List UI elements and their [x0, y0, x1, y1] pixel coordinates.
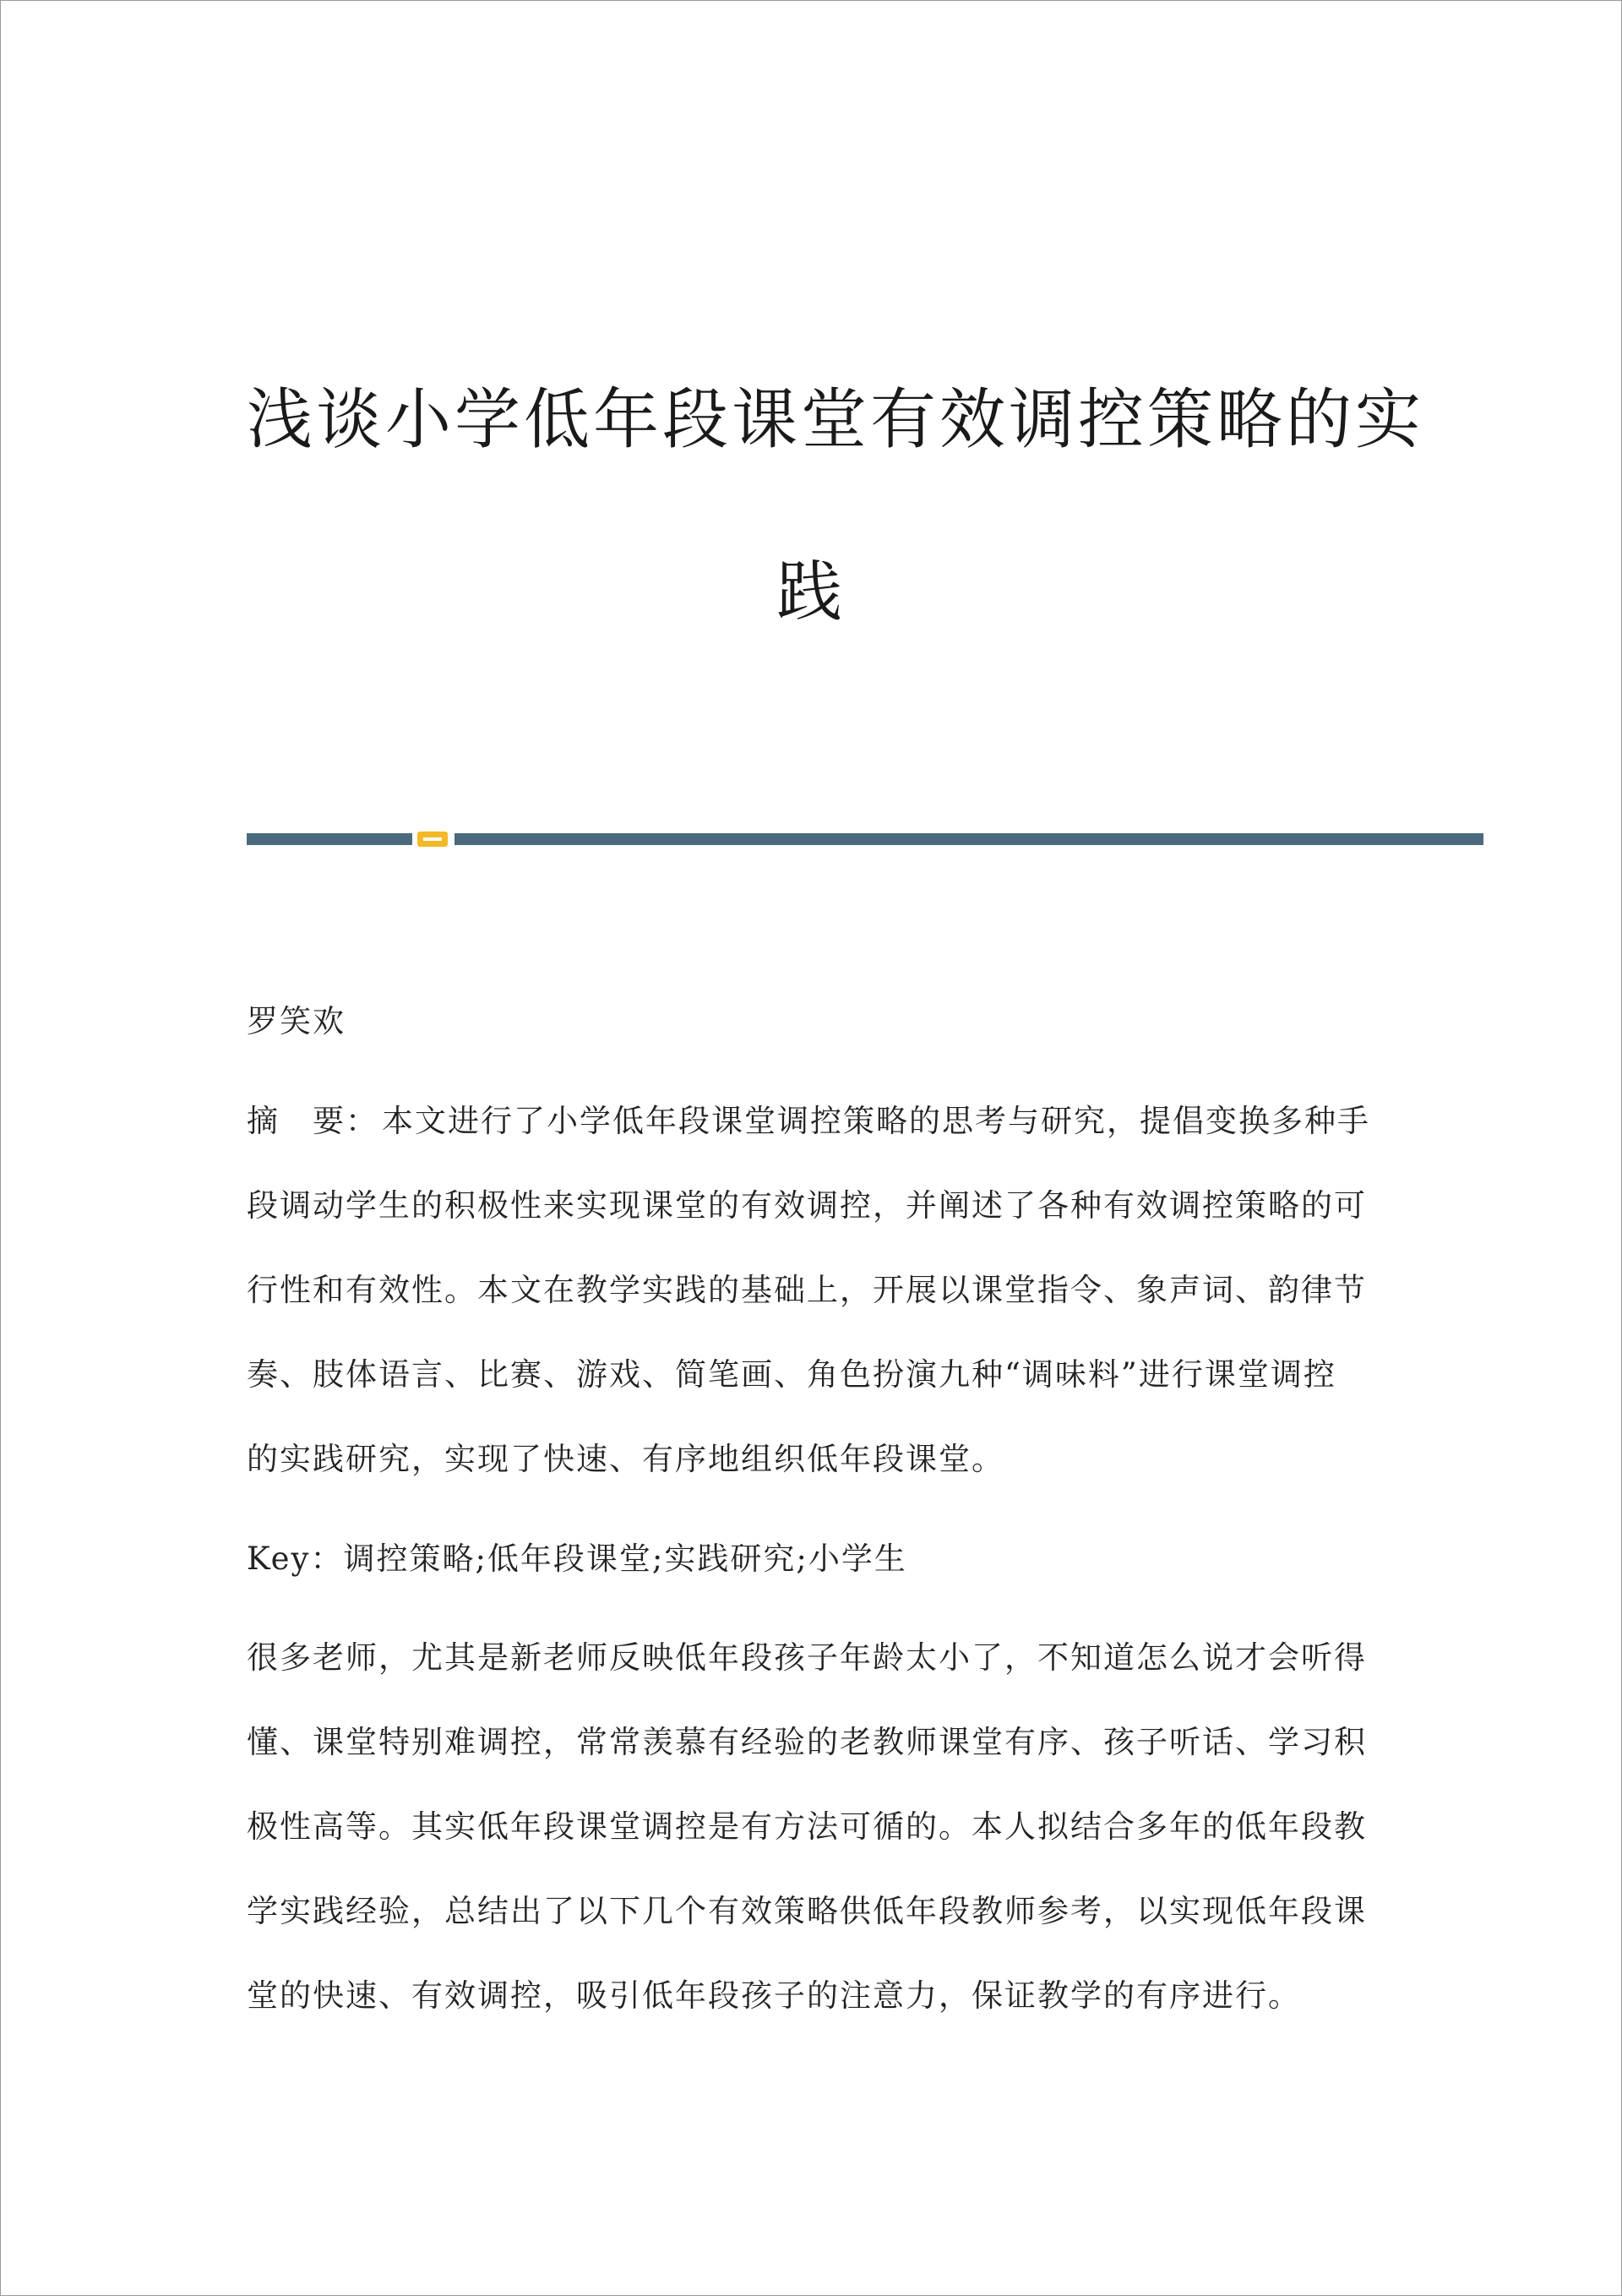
divider-bar-left	[247, 833, 412, 845]
body-line-3: 极性高等。其实低年段课堂调控是有方法可循的。本人拟结合多年的低年段教	[247, 1808, 1367, 1845]
abstract-line-5: 的实践研究，实现了快速、有序地组织低年段课堂。	[247, 1441, 1004, 1477]
abstract-line-1	[247, 1103, 1370, 1139]
document-title-line-2: 践	[776, 554, 846, 630]
abstract-text: 本文进行了小学低年段课堂调控策略的思考与研究，提倡变换多种手	[382, 1103, 1370, 1139]
body-line-1: 很多老师，尤其是新老师反映低年段孩子年龄太小了，不知道怎么说才会听得	[247, 1639, 1367, 1676]
body-line-4: 学实践经验，总结出了以下几个有效策略供低年段教师参考，以实现低年段课	[247, 1893, 1367, 1929]
body-line-2: 懂、课堂特别难调控，常常羡慕有经验的老教师课堂有序、孩子听话、学习积	[247, 1724, 1367, 1760]
body-line-5: 堂的快速、有效调控，吸引低年段孩子的注意力，保证教学的有序进行。	[247, 1977, 1301, 2014]
keywords-line: Key：调控策略;低年段课堂;实践研究;小学生	[247, 1541, 907, 1577]
abstract-line-3: 行性和有效性。本文在教学实践的基础上，开展以课堂指令、象声词、韵律节	[247, 1272, 1367, 1308]
abstract-line-4: 奏、肢体语言、比赛、游戏、简笔画、角色扮演九种“调味料”进行课堂调控	[247, 1356, 1336, 1393]
divider-emblem-icon	[417, 832, 448, 847]
title-divider	[247, 832, 1483, 847]
document-title-line-1: 浅谈小学低年段课堂有效调控策略的实	[247, 382, 1425, 458]
abstract-label: 摘 要：	[247, 1103, 378, 1139]
author-name: 罗笑欢	[247, 1003, 346, 1039]
divider-bar-right	[454, 833, 1483, 845]
abstract-line-2: 段调动学生的积极性来实现课堂的有效调控，并阐述了各种有效调控策略的可	[247, 1187, 1367, 1224]
